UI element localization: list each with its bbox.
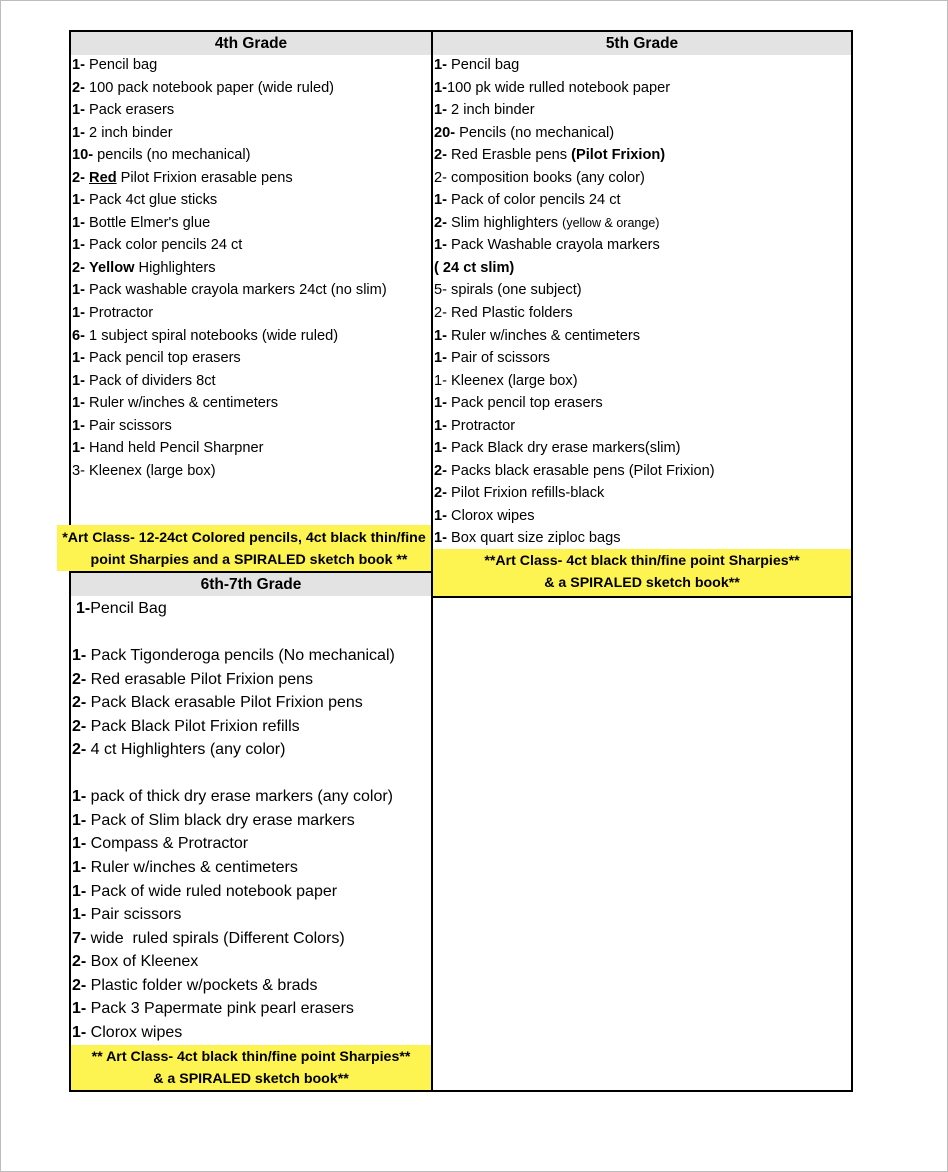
item-qty: 1- xyxy=(72,859,87,877)
supply-list-table xyxy=(62,30,853,1092)
item-qty: 1- xyxy=(72,811,87,829)
item-text: Packs black erasable pens (Pilot Frixion) xyxy=(446,462,715,479)
item-qty: 7- xyxy=(72,929,87,947)
art-note-5th-grade xyxy=(433,549,851,596)
item-qty: 1- xyxy=(72,282,85,299)
item-text: Pack Black erasable Pilot Frixion pens xyxy=(86,694,363,712)
list-item xyxy=(434,189,715,212)
item-text: Red erasable Pilot Frixion pens xyxy=(86,670,314,688)
item-text: Pencils (no mechanical) xyxy=(455,124,615,141)
art-note-line: & a SPIRALED sketch book** xyxy=(544,575,740,591)
list-item xyxy=(434,234,715,257)
art-note-line: ** Art Class- 4ct black thin/fine point Sharpies** xyxy=(91,1049,411,1065)
list-item xyxy=(434,325,715,348)
list-item xyxy=(434,122,715,145)
item-qty: 1- xyxy=(434,507,447,524)
item-qty: 1- xyxy=(72,1023,87,1041)
item-qty: 2- xyxy=(72,953,87,971)
item-text: Pencil bag xyxy=(446,57,520,73)
list-item xyxy=(72,880,395,904)
list-item xyxy=(72,809,395,833)
art-note-line: & a SPIRALED sketch book** xyxy=(153,1071,349,1087)
list-item xyxy=(72,370,387,393)
item-qty: 1- xyxy=(72,57,85,73)
item-qty: 20- xyxy=(434,124,456,141)
list-item xyxy=(434,212,715,235)
item-text: Ruler w/inches & centimeters xyxy=(86,859,298,877)
item-qty: 2- xyxy=(72,976,87,994)
list-item xyxy=(434,279,715,302)
item-qty: 2- xyxy=(72,169,85,186)
list-6th-7th-grade xyxy=(72,597,395,1044)
item-text: Slim highlighters xyxy=(446,214,563,231)
item-qty: 2- xyxy=(434,485,447,502)
item-text: Box quart size ziploc bags xyxy=(446,530,621,547)
item-qty: 1- xyxy=(72,395,85,412)
item-emphasis: Red xyxy=(89,169,117,186)
list-item xyxy=(72,167,387,190)
list-item xyxy=(72,437,387,460)
item-text: 5- spirals (one subject) xyxy=(434,282,582,299)
item-qty: 1- xyxy=(72,647,87,665)
item-text: 4 ct Highlighters (any color) xyxy=(86,741,286,759)
item-qty: 1- xyxy=(434,350,447,367)
list-item xyxy=(72,257,387,280)
item-qty: 1- xyxy=(434,237,447,254)
item-note: (yellow & orange) xyxy=(562,215,660,230)
list-item xyxy=(72,927,395,951)
list-item xyxy=(434,370,715,393)
list-item xyxy=(72,997,395,1021)
list-item xyxy=(72,903,395,927)
list-item xyxy=(72,325,387,348)
header-4th-grade: 4th Grade xyxy=(71,32,431,55)
item-qty: 1- xyxy=(76,600,91,617)
item-text: Highlighters xyxy=(134,259,216,276)
art-note-6th-7th-grade xyxy=(71,1045,431,1090)
list-item xyxy=(72,279,387,302)
list-5th-grade xyxy=(434,54,715,550)
item-text: 2 inch binder xyxy=(84,124,173,141)
item-text: Pack of Slim black dry erase markers xyxy=(86,811,355,829)
item-qty: 1- xyxy=(434,57,447,73)
item-text: pack of thick dry erase markers (any color) xyxy=(86,788,393,806)
item-text: 1- Kleenex (large box) xyxy=(434,372,578,389)
item-text: 100 pk wide rulled notebook paper xyxy=(446,79,671,96)
item-qty: 1- xyxy=(434,327,447,344)
item-qty: 1- xyxy=(434,102,447,119)
item-qty: 2- xyxy=(72,259,85,276)
item-qty: 1- xyxy=(434,395,447,412)
item-qty: 1- xyxy=(72,214,85,231)
item-qty: 1- xyxy=(72,372,85,389)
item-text: 100 pack notebook paper (wide ruled) xyxy=(84,79,335,96)
art-note-line: *Art Class- 12-24ct Colored pencils, 4ct black thin/fine xyxy=(62,530,426,546)
list-item xyxy=(72,122,387,145)
list-item xyxy=(72,212,387,235)
item-qty: 1- xyxy=(72,440,85,457)
list-item xyxy=(72,144,387,167)
item-qty: 1- xyxy=(72,882,87,900)
item-text: Pencil Bag xyxy=(90,600,167,617)
item-text: Protractor xyxy=(84,305,154,322)
item-qty: 1- xyxy=(72,906,87,924)
item-text: Pack Tigonderoga pencils (No mechanical) xyxy=(86,647,395,665)
item-qty: 1- xyxy=(72,788,87,806)
item-qty: 1- xyxy=(434,417,447,434)
item-qty: 2- xyxy=(72,717,87,735)
item-text: Pencil bag xyxy=(84,57,158,73)
item-text: Ruler w/inches & centimeters xyxy=(446,327,641,344)
item-text: Pack washable crayola markers 24ct (no slim) xyxy=(84,282,387,299)
item-qty: 1- xyxy=(72,192,85,209)
item-text: Compass & Protractor xyxy=(86,835,249,853)
list-item xyxy=(434,54,715,77)
list-item xyxy=(72,302,387,325)
item-text: Box of Kleenex xyxy=(86,953,199,971)
item-qty: 1- xyxy=(72,835,87,853)
list-item xyxy=(72,460,387,483)
list-item xyxy=(72,785,395,809)
list-item xyxy=(434,437,715,460)
item-text: Pack Black Pilot Frixion refills xyxy=(86,717,300,735)
item-emphasis: Yellow xyxy=(89,259,135,276)
item-qty: 1- xyxy=(72,124,85,141)
list-item xyxy=(434,527,715,550)
list-item xyxy=(434,257,715,280)
item-text: Hand held Pencil Sharpner xyxy=(84,440,264,457)
item-text: Plastic folder w/pockets & brads xyxy=(86,976,318,994)
item-qty: 2- xyxy=(434,214,447,231)
art-note-4th-grade xyxy=(57,525,431,571)
item-text: Pack of color pencils 24 ct xyxy=(446,192,621,209)
item-qty: 6- xyxy=(72,327,85,344)
list-item xyxy=(72,691,395,715)
header-6th-7th-grade: 6th-7th Grade xyxy=(71,573,431,596)
list-item xyxy=(434,347,715,370)
list-item xyxy=(434,144,715,167)
item-qty: 2- xyxy=(72,741,87,759)
item-text: Pilot Frixion refills-black xyxy=(446,485,605,502)
item-brand: (Pilot Frixion) xyxy=(571,147,666,164)
list-item xyxy=(72,77,387,100)
list-item xyxy=(72,950,395,974)
item-qty: 2- xyxy=(72,694,87,712)
list-item xyxy=(72,856,395,880)
item-text: Pair scissors xyxy=(84,417,172,434)
item-qty: 2- xyxy=(72,670,87,688)
item-qty: 1- xyxy=(72,417,85,434)
list-item xyxy=(72,832,395,856)
cell-empty xyxy=(431,596,853,1092)
item-text: Pack pencil top erasers xyxy=(84,350,241,367)
item-qty: 1- xyxy=(434,79,447,96)
item-text: Pack pencil top erasers xyxy=(446,395,603,412)
item-text: Bottle Elmer's glue xyxy=(84,214,211,231)
list-item xyxy=(72,974,395,998)
item-qty: 1- xyxy=(72,305,85,322)
item-text: Pack color pencils 24 ct xyxy=(84,237,243,254)
item-text: Pair scissors xyxy=(86,906,182,924)
list-item xyxy=(72,54,387,77)
list-item xyxy=(72,234,387,257)
list-item xyxy=(72,347,387,370)
item-qty: 1- xyxy=(434,440,447,457)
item-qty: 1- xyxy=(434,192,447,209)
item-text: Clorox wipes xyxy=(446,507,535,524)
item-qty: 2- xyxy=(434,147,447,164)
art-note-line: point Sharpies and a SPIRALED sketch book ** xyxy=(90,552,408,568)
item-text: 2 inch binder xyxy=(446,102,535,119)
list-item xyxy=(72,738,395,762)
item-text: Clorox wipes xyxy=(86,1023,183,1041)
item-text: Ruler w/inches & centimeters xyxy=(84,395,279,412)
item-text: Pack of dividers 8ct xyxy=(84,372,216,389)
item-text: 3- Kleenex (large box) xyxy=(72,462,216,479)
item-qty: 10- xyxy=(72,147,94,164)
item-text: 2- composition books (any color) xyxy=(434,169,645,186)
list-item xyxy=(72,1021,395,1045)
item-qty: 1- xyxy=(72,102,85,119)
item-text: Pack Black dry erase markers(slim) xyxy=(446,440,681,457)
list-item xyxy=(434,302,715,325)
item-text: Pack erasers xyxy=(84,102,175,119)
item-text: Red Erasble pens xyxy=(446,147,572,164)
list-4th-grade xyxy=(72,54,387,482)
item-text: Pilot Frixion erasable pens xyxy=(116,169,293,186)
item-text: 1 subject spiral notebooks (wide ruled) xyxy=(84,327,339,344)
list-item xyxy=(434,460,715,483)
item-text: Pack of wide ruled notebook paper xyxy=(86,882,338,900)
list-item xyxy=(72,644,395,668)
item-qty: 1- xyxy=(72,350,85,367)
item-text: wide ruled spirals (Different Colors) xyxy=(86,929,345,947)
item-text: Pair of scissors xyxy=(446,350,550,367)
list-item xyxy=(434,167,715,190)
list-item xyxy=(434,482,715,505)
item-qty: 2- xyxy=(434,462,447,479)
list-item xyxy=(72,99,387,122)
list-item xyxy=(434,77,715,100)
list-item xyxy=(72,392,387,415)
item-qty: 2- xyxy=(72,79,85,96)
art-note-line: **Art Class- 4ct black thin/fine point Sharpies** xyxy=(484,553,800,569)
list-item xyxy=(434,99,715,122)
header-5th-grade: 5th Grade xyxy=(433,32,851,55)
item-text: Pack 3 Papermate pink pearl erasers xyxy=(86,1000,354,1018)
item-text: Pack Washable crayola markers xyxy=(446,237,660,254)
list-item xyxy=(72,715,395,739)
item-qty: 1- xyxy=(72,1000,87,1018)
list-item xyxy=(72,597,395,621)
item-qty: 1- xyxy=(72,237,85,254)
list-item xyxy=(72,415,387,438)
item-qty: 1- xyxy=(434,530,447,547)
item-text: Pack 4ct glue sticks xyxy=(84,192,218,209)
list-item xyxy=(72,189,387,212)
list-item xyxy=(434,392,715,415)
item-text: 2- Red Plastic folders xyxy=(434,305,573,322)
item-qty: ( 24 ct slim) xyxy=(434,259,515,276)
item-text: Protractor xyxy=(446,417,516,434)
list-item xyxy=(434,415,715,438)
item-text: pencils (no mechanical) xyxy=(93,147,251,164)
list-item xyxy=(434,505,715,528)
list-item xyxy=(72,668,395,692)
